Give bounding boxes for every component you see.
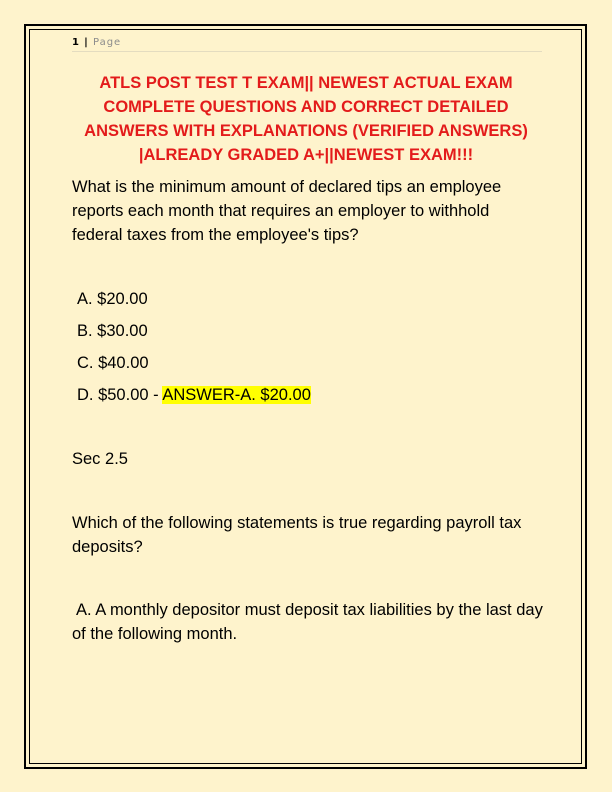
question-1-option-c: C. $40.00	[77, 354, 149, 372]
question-2-text: Which of the following statements is true regarding payroll tax deposits?	[72, 514, 522, 556]
page-label: Page	[93, 37, 122, 48]
question-2-option-a: A. A monthly depositor must deposit tax liabilities by the last day of the following month.	[72, 601, 543, 643]
question-1-option-a: A. $20.00	[77, 290, 148, 308]
page-number: 1	[72, 37, 79, 48]
question-1-answer: ANSWER-A. $20.00	[162, 386, 311, 404]
question-1-text: What is the minimum amount of declared tips an employee reports each month that requires an employer to withhold federal taxes from the employee's tips?	[72, 178, 502, 244]
page-separator: |	[84, 37, 88, 48]
document-title: ATLS POST TEST T EXAM|| NEWEST ACTUAL EXAM COMPLETE QUESTIONS AND CORRECT DETAILED ANSWERS WITH EXPLANATIONS (VERIFIED ANSWERS) |ALREADY GRADED A+||NEWEST EXAM!!!	[84, 74, 528, 164]
question-1-option-d-line	[77, 383, 311, 407]
section-reference: Sec 2.5	[72, 450, 128, 468]
answer-separator: -	[148, 386, 163, 404]
page-header	[72, 36, 542, 52]
question-1-option-d: D. $50.00	[77, 386, 149, 404]
question-1-option-b: B. $30.00	[77, 322, 148, 340]
